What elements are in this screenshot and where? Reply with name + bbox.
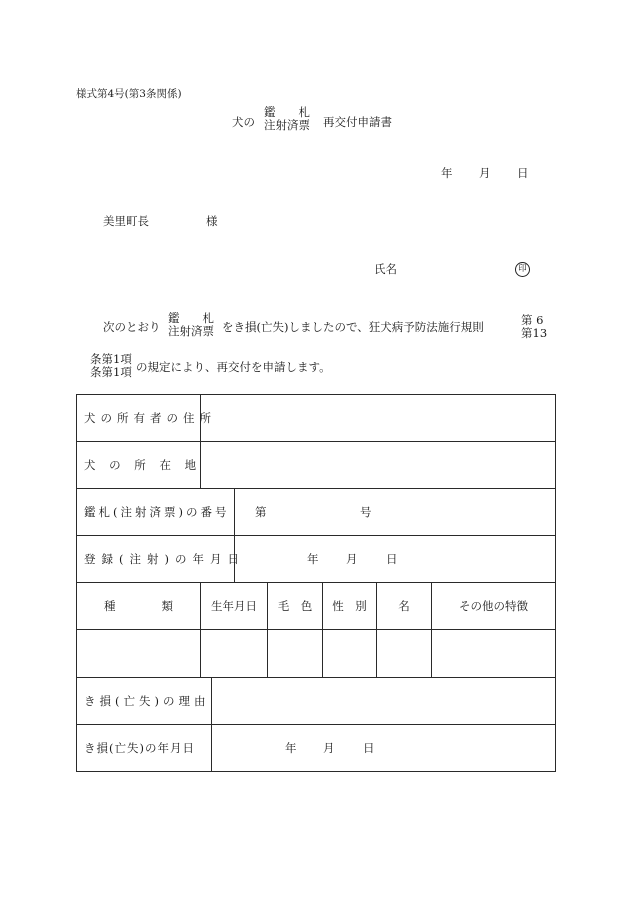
addressee-honorific: 様	[206, 214, 218, 228]
table-row	[77, 395, 556, 442]
form-number: 様式第4号(第3条関係)	[76, 88, 182, 100]
breed-header: 種 類	[77, 583, 201, 630]
coat-color-field[interactable]	[268, 630, 323, 677]
name-field[interactable]	[377, 630, 432, 677]
table-row	[77, 489, 556, 536]
damage-reason-field[interactable]	[212, 677, 556, 724]
table-row	[77, 677, 556, 724]
application-table	[76, 394, 556, 772]
damage-date-label: き損(亡失)の年月日	[77, 724, 212, 771]
breed-field[interactable]	[77, 630, 201, 677]
title-choice-bottom: 注射済票	[264, 118, 310, 133]
applicant-name-label: 氏名	[374, 262, 397, 276]
dog-location-label: 犬 の 所 在 地	[77, 442, 201, 489]
table-row	[77, 630, 556, 677]
statement-article-choice	[521, 314, 547, 340]
owner-address-field[interactable]	[201, 395, 556, 442]
registration-year: 年	[307, 552, 319, 567]
name-header: 名	[377, 583, 432, 630]
statement-clause-bottom: 条第1項	[90, 365, 132, 380]
statement-item-bottom: 注射済票	[168, 324, 214, 339]
statement-article-bottom: 第13	[521, 326, 548, 341]
birthdate-header: 生年月日	[201, 583, 268, 630]
table-row	[77, 536, 556, 583]
registration-date-label: 登録(注射)の年月日	[77, 536, 235, 583]
table-row	[77, 724, 556, 771]
tag-number-prefix: 第	[255, 505, 267, 520]
statement-suffix: の規定により、再交付を申請します。	[136, 360, 331, 374]
statement-article-top: 第 6	[521, 313, 544, 327]
statement-clause-top: 条第1項	[90, 352, 132, 366]
damage-day: 日	[363, 740, 375, 755]
statement-item-choice	[168, 312, 214, 338]
title-choice	[264, 106, 310, 132]
tag-number-suffix: 号	[360, 505, 372, 520]
statement-middle: をき損(亡失)しましたので、狂犬病予防法施行規則	[222, 320, 484, 334]
date-month: 月	[479, 166, 491, 180]
tag-number-label: 鑑札(注射済票)の番号	[77, 489, 235, 536]
table-row	[77, 442, 556, 489]
owner-address-label: 犬の所有者の住所	[77, 395, 201, 442]
date-day: 日	[517, 166, 529, 180]
title-prefix: 犬の	[232, 115, 255, 129]
sex-header: 性 別	[323, 583, 377, 630]
coat-color-header: 毛 色	[268, 583, 323, 630]
damage-date-field[interactable]	[212, 724, 556, 771]
title-suffix: 再交付申請書	[323, 115, 392, 129]
table-header-row	[77, 583, 556, 630]
damage-reason-label: き損(亡失)の理由	[77, 677, 212, 724]
other-features-header: その他の特徴	[432, 583, 556, 630]
registration-day: 日	[386, 552, 398, 567]
registration-date-field[interactable]	[235, 536, 556, 583]
other-features-field[interactable]	[432, 630, 556, 677]
seal-icon: 印	[515, 262, 530, 277]
dog-location-field[interactable]	[201, 442, 556, 489]
addressee-name: 美里町長	[103, 214, 149, 228]
statement-prefix: 次のとおり	[103, 320, 161, 334]
sex-field[interactable]	[323, 630, 377, 677]
date-year: 年	[441, 166, 453, 180]
damage-year: 年	[285, 740, 297, 755]
statement-clause-choice	[90, 353, 132, 379]
title-choice-top: 鑑 札	[264, 105, 310, 119]
statement-item-top: 鑑 札	[168, 311, 214, 325]
damage-month: 月	[323, 740, 335, 755]
birthdate-field[interactable]	[201, 630, 268, 677]
tag-number-field[interactable]	[235, 489, 556, 536]
registration-month: 月	[346, 552, 358, 567]
